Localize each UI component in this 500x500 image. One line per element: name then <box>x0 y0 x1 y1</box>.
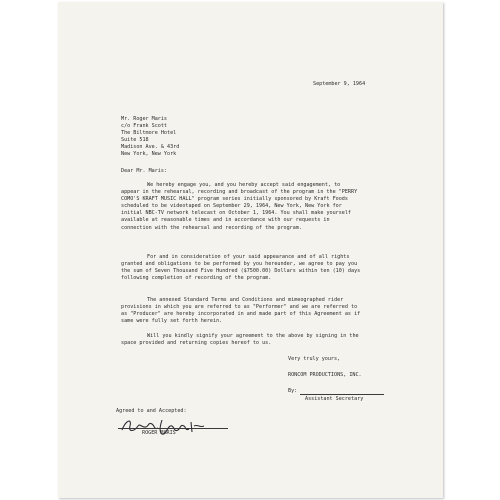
company-signature-line <box>300 394 384 395</box>
company-name: RONCOM PRODUCTIONS, INC. <box>288 372 362 378</box>
body-paragraph: We hereby engage you, and you hereby accept said engagement, to appear in the rehearsal, recording and broadcast of the program in the "PERRY COMO'S KRAFT MUSIC HALL" program series initially sponsored by Kraft Foods scheduled to be videotaped on September 29, 1964, New York, New York for initial NBC-TV network telecast on October 1, 1964. You shall make yourself available at reasonable times and in accordance with our requests in connection with the rehearsal and recording of the program. <box>121 182 358 231</box>
salutation: Dear Mr. Maris: <box>121 168 168 174</box>
recipient-line: Madison Ave. & 43rd <box>121 144 180 150</box>
signatory-title: Assistant Secretary <box>305 396 364 402</box>
recipient-line: The Biltmore Hotel <box>121 130 177 136</box>
recipient-line: c/o Frank Scott <box>121 123 168 129</box>
body-paragraph: Will you kindly signify your agreement to the above by signing in the space provided and returning copies hereof to us. <box>121 333 359 347</box>
performer-signature-line <box>118 428 228 429</box>
agreed-label: Agreed to and Accepted: <box>116 408 187 414</box>
body-paragraph: The annexed Standard Terms and Conditions and mimeographed rider provisions in which you are referred to as "Performer" and we are referred to as "Producer" are hereby incorporated in and made part of this Agreement as if same were fully set forth herein. <box>121 297 361 325</box>
closing: Very truly yours, <box>288 356 341 362</box>
signer-name: ROGER MARIS <box>142 430 176 436</box>
recipient-line: Mr. Roger Maris <box>121 116 168 122</box>
body-paragraph: For and in consideration of your said appearance and of all rights granted and obligations to be performed by you hereunder, we agree to pay you the sum of Seven Thousand Five Hundred ($7500.00) Dollars within ten (10) days following completion of recording of the program. <box>121 254 361 282</box>
by-label: By: <box>288 388 298 394</box>
recipient-line: Suite 518 <box>121 137 149 143</box>
letter-page <box>58 2 443 498</box>
letter-date: September 9, 1964 <box>313 81 366 87</box>
recipient-line: New York, New York <box>121 151 177 157</box>
